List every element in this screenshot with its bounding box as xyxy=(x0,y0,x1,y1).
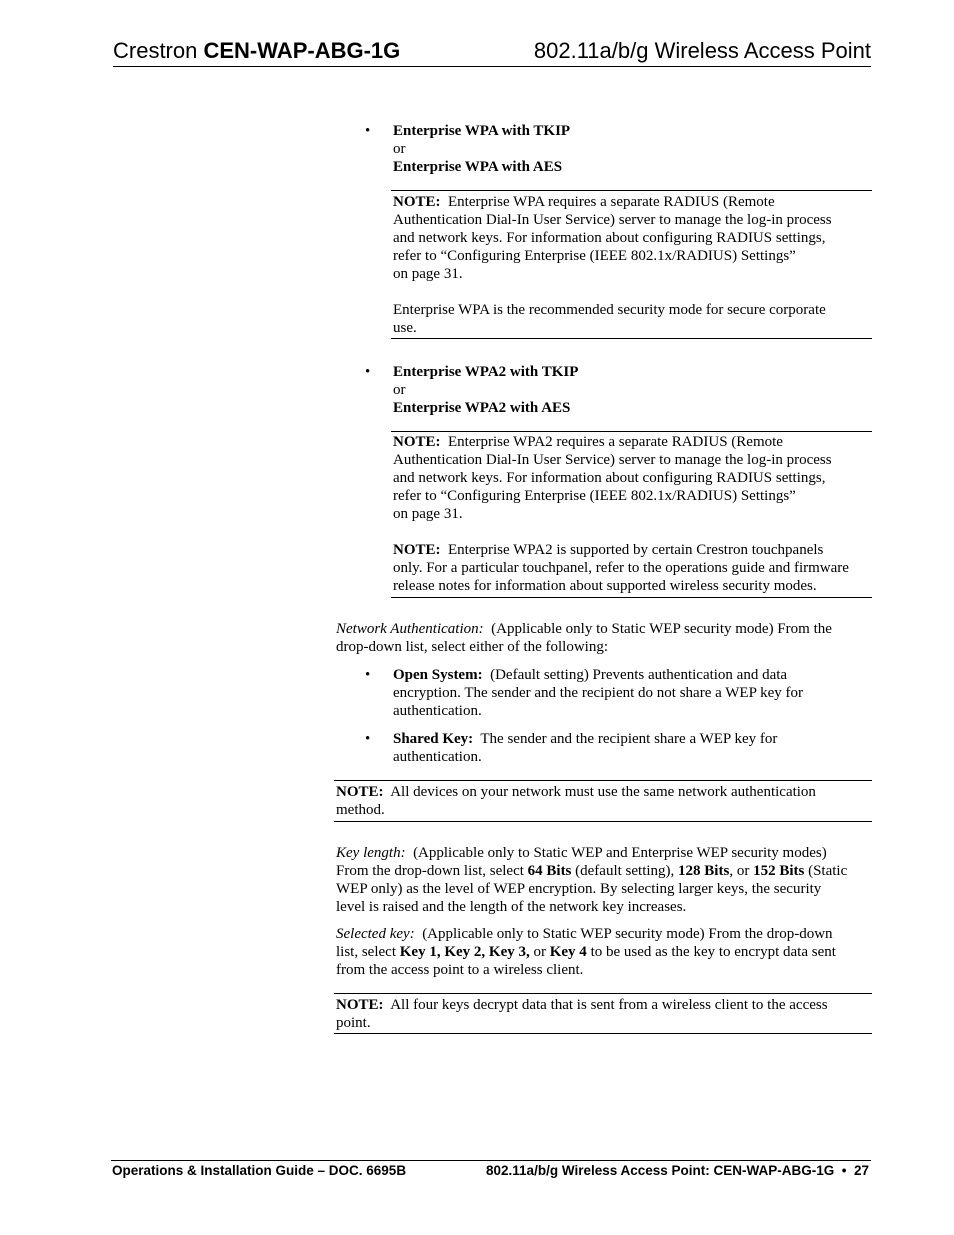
wpa2-note-line: Authentication Dial-In User Service) server to manage the log-in process xyxy=(393,452,832,468)
note-rule-bottom xyxy=(391,338,872,339)
wpa2-note2-line: only. For a particular touchpanel, refer to the operations guide and firmware xyxy=(393,560,849,576)
wpa-note-line: refer to “Configuring Enterprise (IEEE 802.1x/RADIUS) Settings” xyxy=(393,248,796,264)
wpa-recommendation: use. xyxy=(393,320,417,336)
note-rule-top xyxy=(334,780,872,781)
wpa2-note2-line: NOTE: Enterprise WPA2 is supported by certain Crestron touchpanels xyxy=(393,542,824,558)
footer-doc-title: Operations & Installation Guide – DOC. 6695B xyxy=(112,1163,407,1178)
page-header xyxy=(113,38,871,67)
wpa2-note-line: and network keys. For information about configuring RADIUS settings, xyxy=(393,470,826,486)
open-system-item: encryption. The sender and the recipient do not share a WEP key for xyxy=(393,685,804,701)
wpa-item-tkip: Enterprise WPA with TKIP xyxy=(393,123,571,139)
wpa2-or: or xyxy=(393,382,406,398)
bullet-glyph: • xyxy=(365,364,371,380)
wpa2-note-line: on page 31. xyxy=(393,506,463,522)
wpa-note-line: NOTE: Enterprise WPA requires a separate RADIUS (Remote xyxy=(393,194,775,210)
header-brand: Crestron xyxy=(113,38,198,63)
selected-key-paragraph: Selected key: (Applicable only to Static WEP security mode) From the drop-down xyxy=(336,926,833,942)
network-auth-note: method. xyxy=(336,802,385,818)
wpa2-item-tkip: Enterprise WPA2 with TKIP xyxy=(393,364,579,380)
bullet-glyph: • xyxy=(365,123,371,139)
key-length-paragraph: From the drop-down list, select 64 Bits (default setting), 128 Bits, or 152 Bits (Static xyxy=(336,863,848,879)
note-rule-bottom xyxy=(334,821,872,822)
wpa-note-line: on page 31. xyxy=(393,266,463,282)
network-auth-note: NOTE: All devices on your network must use the same network authentication xyxy=(336,784,816,800)
key-length-paragraph: WEP only) as the level of WEP encryption. By selecting larger keys, the security xyxy=(336,881,822,897)
wpa2-note-line: NOTE: Enterprise WPA2 requires a separate RADIUS (Remote xyxy=(393,434,783,450)
selected-key-note: point. xyxy=(336,1015,371,1031)
page-footer xyxy=(111,1160,871,1181)
wpa-or: or xyxy=(393,141,406,157)
wpa2-item-aes: Enterprise WPA2 with AES xyxy=(393,400,571,416)
bullet-glyph: • xyxy=(365,731,371,747)
network-auth-paragraph: Network Authentication: (Applicable only to Static WEP security mode) From the xyxy=(336,621,832,637)
wpa-note-line: and network keys. For information about configuring RADIUS settings, xyxy=(393,230,826,246)
key-length-paragraph: level is raised and the length of the network key increases. xyxy=(336,899,687,915)
wpa2-note2-line: release notes for information about supported wireless security modes. xyxy=(393,578,817,594)
note-rule-top xyxy=(334,993,872,994)
note-rule-bottom xyxy=(391,597,872,598)
open-system-item: Open System: (Default setting) Prevents authentication and data xyxy=(393,667,788,683)
note-rule-top xyxy=(391,431,872,432)
wpa-note-line: Authentication Dial-In User Service) server to manage the log-in process xyxy=(393,212,832,228)
shared-key-item: authentication. xyxy=(393,749,482,765)
key-length-paragraph: Key length: (Applicable only to Static WEP and Enterprise WEP security modes) xyxy=(336,845,827,861)
header-title: 802.11a/b/g Wireless Access Point xyxy=(533,38,871,63)
shared-key-item: Shared Key: The sender and the recipient share a WEP key for xyxy=(393,731,778,747)
wpa2-note-line: refer to “Configuring Enterprise (IEEE 802.1x/RADIUS) Settings” xyxy=(393,488,796,504)
footer-page-info: 802.11a/b/g Wireless Access Point: CEN-WAP-ABG-1G • 27 xyxy=(486,1163,869,1178)
open-system-item: authentication. xyxy=(393,703,482,719)
header-model: CEN-WAP-ABG-1G xyxy=(203,38,401,63)
wpa-recommendation: Enterprise WPA is the recommended security mode for secure corporate xyxy=(393,302,826,318)
selected-key-note: NOTE: All four keys decrypt data that is sent from a wireless client to the access xyxy=(336,997,828,1013)
header-product xyxy=(113,38,400,64)
selected-key-paragraph: list, select Key 1, Key 2, Key 3, or Key 4 to be used as the key to encrypt data sent xyxy=(336,944,836,960)
note-rule-top xyxy=(391,190,872,191)
bullet-glyph: • xyxy=(365,667,371,683)
selected-key-paragraph: from the access point to a wireless client. xyxy=(336,962,584,978)
network-auth-paragraph: drop-down list, select either of the following: xyxy=(336,639,609,655)
note-rule-bottom xyxy=(334,1033,872,1034)
wpa-item-aes: Enterprise WPA with AES xyxy=(393,159,563,175)
